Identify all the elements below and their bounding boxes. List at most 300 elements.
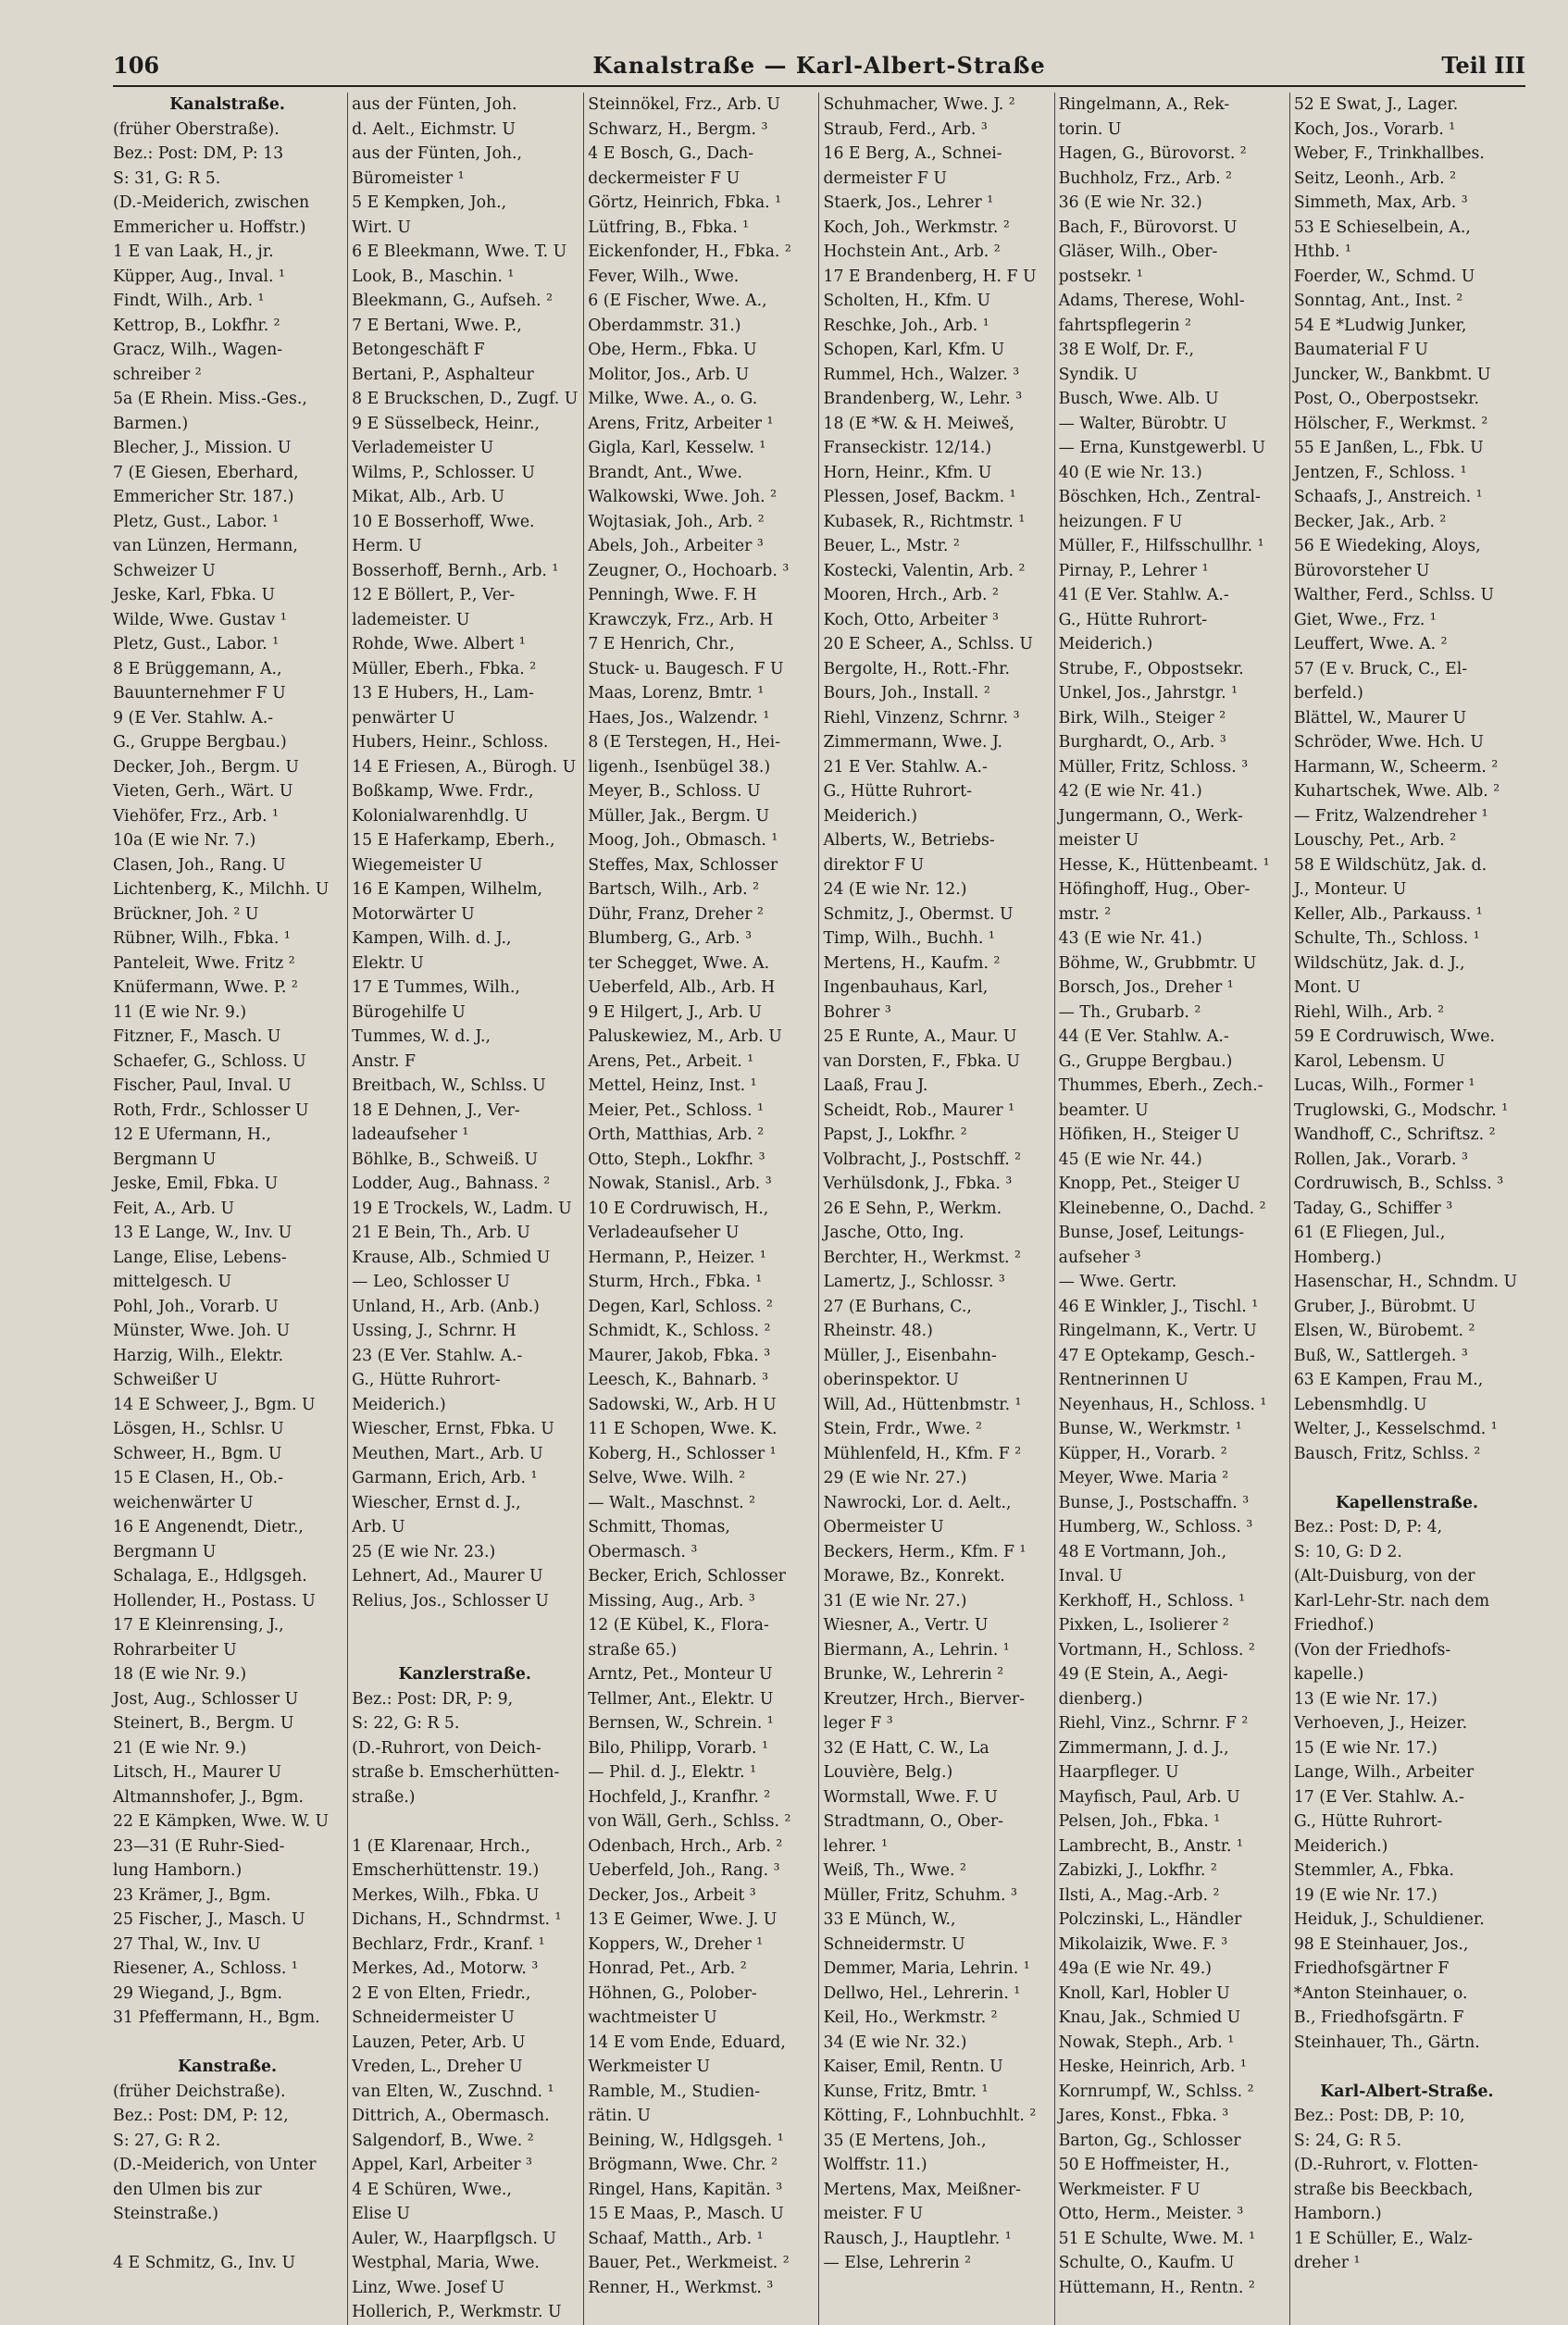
directory-entry: Blättel, W., Maurer U — [1293, 708, 1467, 727]
directory-entry: Leesch, K., Bahnarb. ³ — [588, 1371, 769, 1389]
directory-entry: Schalaga, E., Hdlgsgeh. — [113, 1567, 307, 1585]
directory-entry: Wandhoff, C., Schriftsz. ² — [1293, 1125, 1496, 1144]
directory-entry: Birk, Wilh., Steiger ² — [1058, 708, 1226, 727]
directory-entry: 44 (E Ver. Stahlw. A.- — [1058, 1027, 1229, 1046]
directory-entry: 10a (E wie Nr. 7.) — [113, 831, 256, 850]
directory-entry: Lodder, Aug., Bahnass. ² — [352, 1175, 551, 1193]
directory-entry: Müller, Fritz, Schuhm. ³ — [823, 1885, 1017, 1905]
directory-entry: Giet, Wwe., Frz. ¹ — [1293, 610, 1437, 629]
directory-entry: 50 E Hoffmeister, H., — [1058, 2156, 1230, 2174]
directory-entry: Anstr. F — [352, 1051, 416, 1071]
directory-entry: Bleekmann, G., Aufseh. ² — [352, 292, 554, 310]
directory-entry: aufseher ³ — [1058, 1248, 1141, 1267]
directory-entry: Ueberfeld, Alb., Arb. H — [588, 978, 776, 997]
directory-entry: Stradtmann, O., Ober- — [823, 1812, 1003, 1831]
directory-entry: Bours, Joh., Install. ² — [823, 684, 990, 702]
directory-entry: straße bis Beeckbach, — [1293, 2180, 1474, 2199]
directory-entry: 31 Pfeffermann, H., Bgm. — [113, 2008, 320, 2027]
directory-entry: J., Monteur. U — [1293, 880, 1407, 899]
directory-entry: S: 10, G: D 2. — [1293, 1542, 1402, 1561]
directory-entry: Böhlke, B., Schweiß. U — [352, 1150, 539, 1169]
directory-entry: Otto, Steph., Lokfhr. ³ — [588, 1150, 765, 1169]
directory-entry: Dellwo, Hel., Lehrerin. ¹ — [823, 1983, 1021, 2003]
directory-entry: Kleinebenne, O., Dachd. ² — [1058, 1199, 1266, 1218]
directory-entry: 29 (E wie Nr. 27.) — [823, 1469, 967, 1487]
directory-entry: 15 (E wie Nr. 17.) — [1293, 1738, 1437, 1758]
directory-entry: Rummel, Hch., Walzer. ³ — [823, 365, 1020, 384]
directory-entry: deckermeister F U — [588, 168, 740, 188]
street-heading: Kanzlerstraße. — [398, 1665, 531, 1684]
directory-entry: 8 E Bruckschen, D., Zugf. U — [352, 390, 579, 408]
directory-entry: 55 E Janßen, L., Fbk. U — [1293, 439, 1484, 457]
directory-entry: Heiduk, J., Schuldiener. — [1293, 1910, 1485, 1929]
directory-entry: Mettel, Heinz, Inst. ¹ — [588, 1076, 757, 1095]
directory-entry: Bez.: Post: DM, P: 12, — [113, 2107, 289, 2125]
directory-entry: Borsch, Jos., Dreher ¹ — [1058, 978, 1234, 997]
directory-entry: 21 E Bein, Th., Arb. U — [352, 1224, 530, 1242]
directory-entry: 17 E Kleinrensing, J., — [113, 1616, 284, 1635]
directory-entry: 21 E Ver. Stahlw. A.- — [823, 757, 988, 777]
directory-entry: Friedhofsgärtner F — [1293, 1959, 1450, 1978]
directory-entry: Hagen, G., Bürovorst. ² — [1058, 144, 1247, 163]
directory-entry: direktor F U — [823, 855, 925, 875]
directory-entry: 25 E Runte, A., Maur. U — [823, 1027, 1017, 1046]
directory-entry: Schröder, Wwe. Hch. U — [1293, 733, 1484, 752]
directory-entry: Maas, Lorenz, Bmtr. ¹ — [588, 684, 765, 702]
directory-entry: beamter. U — [1058, 1100, 1149, 1120]
directory-entry: Demmer, Maria, Lehrin. ¹ — [823, 1959, 1030, 1978]
directory-entry: Ramble, M., Studien- — [588, 2082, 761, 2101]
directory-entry: postsekr. ¹ — [1058, 267, 1143, 286]
directory-entry: Hochstein Ant., Arb. ² — [823, 242, 1001, 261]
directory-entry: 8 (E Terstegen, H., Hei- — [588, 733, 780, 752]
directory-entry: Verhülsdonk, J., Fbka. ³ — [823, 1175, 1013, 1193]
directory-entry: kapelle.) — [1293, 1665, 1364, 1684]
directory-entry: Rübner, Wilh., Fbka. ¹ — [113, 929, 291, 948]
directory-entry: 63 E Kampen, Frau M., — [1293, 1371, 1484, 1389]
directory-entry: Nowak, Stanisl., Arb. ³ — [588, 1175, 772, 1193]
directory-entry: Bunse, Josef, Leitungs- — [1058, 1224, 1245, 1242]
directory-entry: Mikat, Alb., Arb. U — [352, 488, 505, 506]
directory-entry: 14 E Friesen, A., Bürogh. U — [352, 757, 577, 777]
directory-entry: aus der Fünten, Joh. — [352, 95, 517, 114]
directory-entry: Knoll, Karl, Hobler U — [1058, 1983, 1230, 2003]
directory-entry: 4 E Schmitz, G., Inv. U — [113, 2254, 296, 2272]
directory-entry: 11 (E wie Nr. 9.) — [113, 1002, 247, 1022]
directory-entry: Kreutzer, Hrch., Bierver- — [823, 1689, 1026, 1709]
directory-entry: dienberg.) — [1058, 1689, 1143, 1709]
directory-entry: Look, B., Maschin. ¹ — [352, 267, 515, 286]
directory-entry: Bauer, Pet., Werkmeist. ² — [588, 2254, 790, 2272]
directory-entry: Küpper, H., Vorarb. ² — [1058, 1444, 1227, 1463]
directory-entry: 35 (E Mertens, Joh., — [823, 2131, 987, 2150]
page-number: 106 — [113, 52, 160, 79]
directory-entry: 16 E Angenendt, Dietr., — [113, 1518, 304, 1536]
directory-entry: — Erna, Kunstgewerbl. U — [1058, 439, 1266, 457]
directory-entry: 34 (E wie Nr. 32.) — [823, 2033, 967, 2052]
directory-entry: (Von der Friedhofs- — [1293, 1640, 1451, 1660]
directory-entry: Knüfermann, Wwe. P. ² — [113, 978, 298, 997]
directory-entry: rätin. U — [588, 2107, 651, 2125]
directory-entry: Unkel, Jos., Jahrstgr. ¹ — [1058, 684, 1238, 702]
directory-entry: Laaß, Frau J. — [823, 1076, 928, 1095]
directory-entry: Müller, Fritz, Schloss. ³ — [1058, 757, 1249, 777]
directory-entry: Wildschütz, Jak. d. J., — [1293, 953, 1465, 973]
directory-entry: Ueberfeld, Joh., Rang. ³ — [588, 1861, 780, 1880]
directory-entry: dermeister F U — [823, 168, 947, 188]
directory-entry: Harzig, Wilh., Elektr. — [113, 1346, 284, 1365]
directory-entry: 33 E Münch, W., — [823, 1910, 956, 1929]
directory-entry: Beining, W., Hdlgsgeh. ¹ — [588, 2131, 784, 2150]
directory-entry: Molitor, Jos., Arb. U — [588, 365, 750, 384]
directory-entry: G., Gruppe Bergbau.) — [113, 733, 287, 752]
directory-entry: Rheinstr. 48.) — [823, 1322, 933, 1340]
directory-entry: Verladeaufseher U — [588, 1224, 740, 1242]
directory-entry: Hasenschar, H., Schndm. U — [1293, 1273, 1518, 1291]
directory-entry: Breitbach, W., Schlss. U — [352, 1076, 546, 1095]
directory-entry: 1 E Schüller, E., Walz- — [1293, 2229, 1473, 2248]
directory-entry: 9 E Süsselbeck, Heinr., — [352, 414, 540, 433]
directory-entry: 20 E Scheer, A., Schlss. U — [823, 635, 1033, 653]
column-6 — [1290, 93, 1525, 2325]
directory-entry: Feit, A., Arb. U — [113, 1199, 235, 1218]
directory-entry: Zimmermann, J. d. J., — [1058, 1738, 1229, 1758]
directory-entry: Becker, Erich, Schlosser — [588, 1567, 786, 1585]
directory-entry: Hölscher, F., Werkmst. ² — [1293, 414, 1488, 433]
directory-entry: Seitz, Leonh., Arb. ² — [1293, 168, 1457, 188]
directory-entry: Humberg, W., Schloss. ³ — [1058, 1518, 1253, 1536]
directory-entry: Oberdammstr. 31.) — [588, 316, 741, 335]
directory-entry: 36 (E wie Nr. 32.) — [1058, 193, 1202, 212]
directory-entry: Meyer, B., Schloss. U — [588, 782, 761, 801]
directory-entry: Bilo, Philipp, Vorarb. ¹ — [588, 1738, 768, 1758]
directory-entry: Bez.: Post: DR, P: 9, — [352, 1689, 514, 1709]
directory-entry: Riehl, Vinzenz, Schrnr. ³ — [823, 708, 1020, 727]
directory-entry: Schaafs, J., Anstreich. ¹ — [1293, 488, 1483, 506]
directory-entry: Arntz, Pet., Monteur U — [588, 1665, 773, 1684]
directory-entry: 17 (E Ver. Stahlw. A.- — [1293, 1787, 1464, 1807]
directory-entry: Odenbach, Hrch., Arb. ² — [588, 1836, 783, 1856]
directory-entry: 13 E Hubers, H., Lam- — [352, 684, 534, 702]
spacer — [352, 1809, 578, 1834]
directory-entry: (D.-Meiderich, von Unter — [113, 2156, 317, 2174]
directory-entry: Riehl, Wilh., Arb. ² — [1293, 1002, 1445, 1022]
directory-entry: Ussing, J., Schrnr. H — [352, 1322, 516, 1340]
directory-entry: Leuffert, Wwe. A. ² — [1293, 635, 1448, 653]
directory-entry: Koberg, H., Schlosser ¹ — [588, 1444, 777, 1463]
directory-entry: Kampen, Wilh. d. J., — [352, 929, 512, 948]
directory-entry: d. Aelt., Eichmstr. U — [352, 119, 516, 139]
directory-entry: Decker, Joh., Bergm. U — [113, 757, 299, 777]
directory-entry: 6 (E Fischer, Wwe. A., — [588, 292, 767, 310]
directory-entry: Eickenfonder, H., Fbka. ² — [588, 242, 791, 261]
directory-entry: Selve, Wwe. Wilh. ² — [588, 1469, 746, 1487]
directory-entry: penwärter U — [352, 708, 455, 727]
directory-entry: Pohl, Joh., Vorarb. U — [113, 1297, 279, 1316]
directory-entry: Honrad, Pet., Arb. ² — [588, 1959, 747, 1978]
directory-entry: Zimmermann, Wwe. J. — [823, 733, 1003, 752]
directory-entry: Stemmler, A., Fbka. — [1293, 1861, 1454, 1880]
directory-entry: 12 E Ufermann, H., — [113, 1125, 272, 1144]
directory-entry: Wolffstr. 11.) — [823, 2156, 927, 2174]
directory-entry: Wojtasiak, Joh., Arb. ² — [588, 512, 765, 531]
directory-entry: Steinert, B., Bergm. U — [113, 1714, 294, 1733]
directory-entry: 12 (E Kübel, K., Flora- — [588, 1616, 769, 1635]
directory-entry: Neyenhaus, H., Schloss. ¹ — [1058, 1395, 1267, 1414]
directory-entry: Kubasek, R., Richtmstr. ¹ — [823, 512, 1026, 531]
directory-entry: 45 (E wie Nr. 44.) — [1058, 1150, 1202, 1169]
directory-entry: Lebensmhdlg. U — [1293, 1395, 1427, 1414]
directory-entry: Ilsti, A., Mag.-Arb. ² — [1058, 1885, 1220, 1905]
directory-entry: straße.) — [352, 1787, 416, 1807]
directory-entry: G., Gruppe Bergbau.) — [1058, 1051, 1233, 1071]
street-heading: Kanalstraße. — [169, 95, 285, 114]
directory-entry: 49a (E wie Nr. 49.) — [1058, 1959, 1213, 1978]
directory-entry: Burghardt, O., Arb. ³ — [1058, 733, 1226, 752]
directory-entry: Lütfring, B., Fbka. ¹ — [588, 218, 750, 237]
directory-entry: Rollen, Jak., Vorarb. ³ — [1293, 1150, 1468, 1169]
directory-entry: Büromeister ¹ — [352, 168, 465, 188]
directory-entry: Rohde, Wwe. Albert ¹ — [352, 635, 526, 653]
directory-entry: Jasche, Otto, Ing. — [823, 1224, 964, 1242]
directory-entry: — Wwe. Gertr. — [1058, 1273, 1177, 1291]
directory-entry: 31 (E wie Nr. 27.) — [823, 1591, 967, 1610]
directory-entry: Will, Ad., Hüttenbmstr. ¹ — [823, 1395, 1022, 1414]
directory-entry: mittelgesch. U — [113, 1273, 232, 1291]
directory-entry: 27 (E Burhans, C., — [823, 1297, 972, 1316]
directory-entry: Haarpfleger. U — [1058, 1763, 1179, 1782]
directory-entry: Görtz, Heinrich, Fbka. ¹ — [588, 193, 782, 212]
directory-entry: Jares, Konst., Fbka. ³ — [1058, 2107, 1229, 2125]
directory-entry: Keil, Ho., Werkmstr. ² — [823, 2008, 998, 2027]
directory-entry: Boßkamp, Wwe. Frdr., — [352, 782, 534, 801]
page-header — [113, 46, 1525, 87]
directory-entry: weichenwärter U — [113, 1493, 254, 1512]
directory-entry: aus der Fünten, Joh., — [352, 144, 522, 163]
directory-entry: 27 Thal, W., Inv. U — [113, 1934, 261, 1954]
directory-entry: Vortmann, H., Schloss. ² — [1058, 1640, 1255, 1660]
directory-entry: G., Hütte Ruhrort- — [1058, 610, 1208, 629]
directory-entry: Bergmann U — [113, 1542, 217, 1561]
directory-entry: oberinspektor. U — [823, 1371, 959, 1389]
directory-entry: dreher ¹ — [1293, 2254, 1361, 2272]
directory-entry: 29 Wiegand, J., Bgm. — [113, 1983, 282, 2003]
directory-entry: 14 E Schweer, J., Bgm. U — [113, 1395, 316, 1414]
directory-entry: 13 E Lange, W., Inv. U — [113, 1224, 292, 1242]
directory-entry: (D.-Ruhrort, von Deich- — [352, 1738, 541, 1758]
directory-entry: straße b. Emscherhütten- — [352, 1763, 560, 1782]
directory-entry: Mayfisch, Paul, Arb. U — [1058, 1787, 1240, 1807]
directory-entry: 48 E Vortmann, Joh., — [1058, 1542, 1227, 1561]
directory-entry: Papst, J., Lokfhr. ² — [823, 1125, 967, 1144]
directory-entry: Müller, J., Eisenbahn- — [823, 1346, 997, 1365]
directory-entry: Kötting, F., Lohnbuchhlt. ² — [823, 2107, 1037, 2125]
directory-entry: Elsen, W., Bürobemt. ² — [1293, 1322, 1475, 1340]
directory-entry: Altmannshofer, J., Bgm. — [113, 1787, 304, 1807]
directory-entry: leger F ³ — [823, 1714, 893, 1733]
directory-entry: 18 (E *W. & H. Meiweš, — [823, 414, 1014, 433]
directory-entry: Scheidt, Rob., Maurer ¹ — [823, 1100, 1015, 1120]
directory-entry: Dittrich, A., Obermasch. — [352, 2107, 550, 2125]
directory-entry: Jentzen, F., Schloss. ¹ — [1293, 463, 1467, 482]
directory-entry: Bach, F., Bürovorst. U — [1058, 218, 1238, 237]
directory-entry: Blumberg, G., Arb. ³ — [588, 929, 753, 948]
directory-entry: (D.-Meiderich, zwischen — [113, 193, 310, 212]
directory-entry: Werkmeister U — [588, 2058, 711, 2076]
directory-entry: Ringelmann, K., Vertr. U — [1058, 1322, 1257, 1340]
directory-entry: lehrer. ¹ — [823, 1836, 889, 1856]
directory-entry: Steinnökel, Frz., Arb. U — [588, 95, 780, 114]
directory-entry: S: 24, G: R 5. — [1293, 2131, 1402, 2150]
directory-entry: Emmericher u. Hoffstr.) — [113, 218, 306, 237]
directory-entry: 12 E Böllert, P., Ver- — [352, 586, 516, 604]
directory-entry: Riehl, Vinz., Schrnr. F ² — [1058, 1714, 1249, 1733]
directory-entry: Lösgen, H., Schlsr. U — [113, 1420, 284, 1438]
directory-entry: Ingenbauhaus, Karl, — [823, 978, 989, 997]
directory-entry: Bauunternehmer F U — [113, 684, 286, 702]
directory-entry: Obermeister U — [823, 1518, 944, 1536]
directory-entry: Brunke, W., Lehrerin ² — [823, 1665, 1004, 1684]
directory-entry: 21 (E wie Nr. 9.) — [113, 1738, 247, 1758]
directory-entry: 26 E Sehn, P., Werkm. — [823, 1199, 1002, 1218]
directory-entry: Bergolte, H., Rott.-Fhr. — [823, 659, 1010, 678]
directory-entry: Koch, Otto, Arbeiter ³ — [823, 610, 999, 629]
directory-entry: Schopen, Karl, Kfm. U — [823, 341, 1005, 359]
directory-entry: Brögmann, Wwe. Chr. ² — [588, 2156, 778, 2174]
directory-entry: 13 (E wie Nr. 17.) — [1293, 1689, 1437, 1709]
directory-entry: 22 E Kämpken, Wwe. W. U — [113, 1812, 330, 1831]
directory-entry: Berchter, H., Werkmst. ² — [823, 1248, 1021, 1267]
directory-entry: Cordruwisch, B., Schlss. ³ — [1293, 1175, 1504, 1193]
directory-entry: Salgendorf, B., Wwe. ² — [352, 2131, 534, 2150]
directory-entry: — Else, Lehrerin ² — [823, 2254, 972, 2272]
directory-entry: Baumaterial F U — [1293, 341, 1428, 359]
column-4 — [819, 93, 1054, 2325]
directory-entry: Karl-Lehr-Str. nach dem — [1293, 1591, 1490, 1610]
directory-entry: Meiderich.) — [1058, 635, 1153, 653]
directory-entry: Böhme, W., Grubbmtr. U — [1058, 953, 1257, 973]
directory-entry: 23 (E Ver. Stahlw. A.- — [352, 1346, 523, 1365]
directory-entry: van Lünzen, Hermann, — [113, 537, 298, 555]
directory-entry: Obe, Herm., Fbka. U — [588, 341, 757, 359]
directory-entry: Kettrop, B., Lokfhr. ² — [113, 316, 280, 335]
directory-entry: 15 E Maas, P., Masch. U — [588, 2205, 784, 2223]
directory-entry: Harmann, W., Scheerm. ² — [1293, 757, 1499, 777]
directory-entry: Mont. U — [1293, 978, 1361, 997]
directory-entry: 10 E Cordruwisch, H., — [588, 1199, 769, 1218]
directory-entry: Jost, Aug., Schlosser U — [113, 1689, 299, 1709]
directory-entry: Adams, Therese, Wohl- — [1058, 292, 1245, 310]
directory-entry: Steinstraße.) — [113, 2205, 219, 2223]
directory-entry: 11 E Schopen, Wwe. K. — [588, 1420, 778, 1438]
directory-entry: 25 Fischer, J., Masch. U — [113, 1910, 305, 1929]
directory-entry: S: 31, G: R 5. — [113, 168, 221, 188]
directory-entry: Bürogehilfe U — [352, 1002, 466, 1022]
directory-entry: 14 E vom Ende, Eduard, — [588, 2033, 786, 2052]
directory-entry: Brandenberg, W., Lehr. ³ — [823, 390, 1023, 408]
directory-entry: (D.-Ruhrort, v. Flotten- — [1293, 2156, 1478, 2174]
directory-entry: — Walt., Maschnst. ² — [588, 1493, 756, 1512]
directory-entry: 53 E Schieselbein, A., — [1293, 218, 1471, 237]
spacer — [1294, 2055, 1520, 2080]
directory-entry: Schmitt, Thomas, — [588, 1518, 730, 1536]
directory-entry: Welter, J., Kesselschmd. ¹ — [1293, 1420, 1498, 1438]
directory-entry: Karol, Lebensm. U — [1293, 1051, 1446, 1071]
directory-entry: G., Hütte Ruhrort- — [1293, 1812, 1443, 1831]
directory-entry: Kolonialwarenhdlg. U — [352, 806, 529, 826]
directory-entry: Simmeth, Max, Arb. ³ — [1293, 193, 1468, 212]
directory-entry: Beuer, L., Mstr. ² — [823, 537, 960, 555]
directory-entry: Weber, F., Trinkhallbes. — [1293, 144, 1485, 163]
directory-entry: Friedhof.) — [1293, 1616, 1375, 1635]
directory-entry: meister U — [1058, 831, 1139, 850]
directory-entry: Bertani, P., Asphalteur — [352, 365, 534, 384]
directory-entry: 23—31 (E Ruhr-Sied- — [113, 1836, 285, 1856]
directory-entry: ladeaufseher ¹ — [352, 1125, 469, 1144]
directory-entry: Milke, Wwe. A., o. G. — [588, 390, 758, 408]
directory-entry: Knau, Jak., Schmied U — [1058, 2008, 1241, 2027]
directory-entry: Strube, F., Obpostsekr. — [1058, 659, 1244, 678]
directory-entry: Höfiken, H., Steiger U — [1058, 1125, 1240, 1144]
directory-entry: Bunse, W., Werkmstr. ¹ — [1058, 1420, 1242, 1438]
directory-entry: 5a (E Rhein. Miss.-Ges., — [113, 390, 307, 408]
directory-entry: 42 (E wie Nr. 41.) — [1058, 782, 1202, 801]
directory-entry: (früher Oberstraße). — [113, 119, 280, 139]
directory-entry: Bez.: Post: D, P: 4, — [1293, 1518, 1443, 1536]
column-1 — [113, 93, 348, 2325]
directory-entry: Beckers, Herm., Kfm. F ¹ — [823, 1542, 1027, 1561]
directory-entry: Mertens, H., Kaufm. ² — [823, 953, 1001, 973]
directory-entry: 18 E Dehnen, J., Ver- — [352, 1100, 520, 1120]
directory-entry: Lichtenberg, K., Milchh. U — [113, 880, 330, 899]
directory-entry: Blecher, J., Mission. U — [113, 439, 292, 457]
directory-entry: Krause, Alb., Schmied U — [352, 1248, 551, 1267]
directory-entry: Schaefer, G., Schloss. U — [113, 1051, 306, 1071]
directory-entry: Volbracht, J., Postschff. ² — [823, 1150, 1022, 1169]
directory-entry: Arb. U — [352, 1518, 405, 1536]
directory-entry: Reschke, Joh., Arb. ¹ — [823, 316, 989, 335]
directory-entry: Meyer, Wwe. Maria ² — [1058, 1469, 1229, 1487]
directory-entry: Ringel, Hans, Kapitän. ³ — [588, 2180, 783, 2199]
spacer — [352, 1638, 578, 1663]
directory-entry: 38 E Wolf, Dr. F., — [1058, 341, 1195, 359]
directory-entry: — Th., Grubarb. ² — [1058, 1002, 1201, 1022]
directory-entry: Verhoeven, J., Heizer. — [1293, 1714, 1468, 1733]
directory-entry: Morawe, Bz., Konrekt. — [823, 1567, 1005, 1585]
directory-entry: Louvière, Belg.) — [823, 1763, 953, 1782]
directory-entry: Heske, Heinrich, Arb. ¹ — [1058, 2058, 1247, 2076]
directory-entry: Fitzner, F., Masch. U — [113, 1027, 281, 1046]
directory-entry: 17 E Brandenberg, H. F U — [823, 267, 1037, 286]
directory-entry: Litsch, H., Maurer U — [113, 1763, 282, 1782]
directory-entry: Gruber, J., Bürobmt. U — [1293, 1297, 1476, 1316]
directory-entry: Kerkhoff, H., Schloss. ¹ — [1058, 1591, 1246, 1610]
directory-entry: Wiegemeister U — [352, 855, 483, 875]
directory-entry: Polczinski, L., Händler — [1058, 1910, 1242, 1929]
directory-entry: 15 E Clasen, H., Ob.- — [113, 1469, 283, 1487]
directory-entry: 23 Krämer, J., Bgm. — [113, 1885, 271, 1905]
directory-entry: 8 E Brüggemann, A., — [113, 659, 282, 678]
directory-entry: Abels, Joh., Arbeiter ³ — [588, 537, 764, 555]
directory-entry: Bausch, Fritz, Schlss. ² — [1293, 1444, 1481, 1463]
directory-entry: Unland, H., Arb. (Anb.) — [352, 1297, 540, 1316]
directory-entry: Schaaf, Matth., Arb. ¹ — [588, 2229, 764, 2248]
directory-entry: 32 (E Hatt, C. W., La — [823, 1738, 989, 1758]
directory-entry: 61 (E Fliegen, Jul., — [1293, 1224, 1446, 1242]
directory-entry: Straub, Ferd., Arb. ³ — [823, 119, 988, 139]
directory-entry: Schmidt, K., Schloss. ² — [588, 1322, 771, 1340]
directory-entry: Schweizer U — [113, 561, 216, 580]
